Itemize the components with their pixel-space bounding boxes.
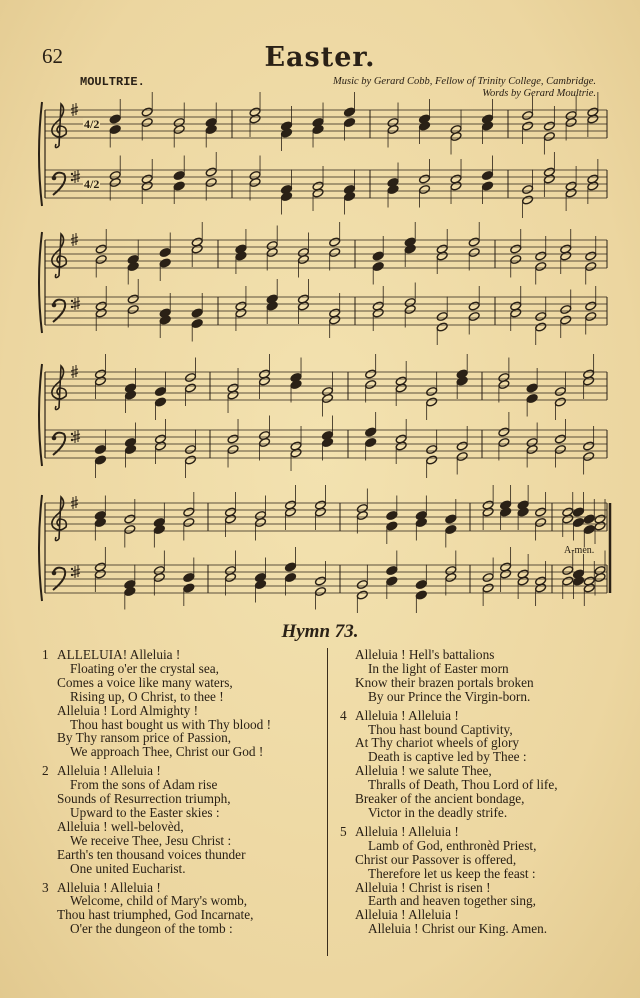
note-head bbox=[436, 311, 448, 321]
stanza-number: 3 bbox=[42, 879, 49, 895]
lyric-line: Death is captive led by Thee : bbox=[368, 749, 527, 765]
note-head bbox=[356, 590, 368, 600]
lyric-line: Floating o'er the crystal sea, bbox=[70, 660, 219, 676]
system-brace bbox=[39, 102, 42, 206]
note-head bbox=[526, 393, 538, 403]
system-brace bbox=[39, 232, 42, 333]
note-head bbox=[562, 576, 574, 586]
lyrics-column-left bbox=[42, 648, 324, 941]
key-signature-sharp bbox=[71, 365, 78, 378]
note-head bbox=[386, 576, 398, 586]
lyric-line: From the sons of Adam rise bbox=[70, 777, 218, 793]
note-head bbox=[426, 386, 438, 396]
note-head bbox=[365, 437, 377, 447]
note-head bbox=[109, 114, 121, 124]
note-head bbox=[456, 441, 468, 451]
note-head bbox=[184, 383, 196, 393]
note-head bbox=[329, 237, 341, 247]
lyrics-column-right bbox=[340, 648, 620, 941]
bass-clef-dot bbox=[71, 568, 73, 570]
note-head bbox=[481, 170, 493, 180]
lyric-line: Upward to the Easter skies : bbox=[70, 804, 220, 820]
note-head bbox=[183, 583, 195, 593]
note-head bbox=[124, 524, 136, 534]
note-head bbox=[141, 107, 153, 117]
bass-clef-dot bbox=[71, 300, 73, 302]
lyric-line: Alleluia ! Alleluia ! bbox=[57, 879, 161, 895]
note-head bbox=[543, 121, 555, 131]
note-head bbox=[482, 583, 494, 593]
lyric-line: O'er the dungeon of the tomb : bbox=[70, 921, 233, 937]
note-head bbox=[343, 107, 355, 117]
note-head bbox=[227, 434, 239, 444]
note-head bbox=[183, 572, 195, 582]
lyric-line: Earth's ten thousand voices thunder bbox=[57, 846, 246, 862]
note-head bbox=[522, 184, 534, 194]
bass-clef-dot bbox=[71, 574, 73, 576]
note-head bbox=[554, 444, 566, 454]
lyric-line: Alleluia ! Lord Almighty ! bbox=[57, 702, 199, 718]
note-head bbox=[127, 304, 139, 314]
note-head bbox=[535, 251, 547, 261]
stanza-3 bbox=[340, 648, 620, 704]
note-head bbox=[560, 315, 572, 325]
note-head bbox=[173, 170, 185, 180]
lyric-line: Alleluia ! Alleluia ! bbox=[355, 907, 459, 923]
note-head bbox=[329, 247, 341, 257]
note-head bbox=[365, 369, 377, 379]
lyric-line: By our Prince the Virgin-born. bbox=[368, 688, 531, 704]
treble-time-signature: 4/2 bbox=[84, 117, 100, 131]
stanza-5 bbox=[340, 825, 620, 936]
treble-clef-icon bbox=[52, 366, 67, 410]
lyric-line: ALLELUIA! Alleluia ! bbox=[57, 647, 181, 662]
note-head bbox=[585, 311, 597, 321]
page-title: Easter. bbox=[264, 42, 376, 73]
note-head bbox=[522, 110, 534, 120]
note-head bbox=[562, 565, 574, 575]
key-signature-sharp bbox=[73, 430, 80, 443]
note-head bbox=[127, 294, 139, 304]
bass-clef-dot bbox=[52, 176, 57, 181]
lyric-line: Thou hast bound Captivity, bbox=[368, 721, 513, 737]
tune-name: MOULTRIE. bbox=[80, 75, 145, 89]
lyric-line: We receive Thee, Jesu Christ : bbox=[70, 832, 232, 848]
note-head bbox=[343, 117, 355, 127]
note-head bbox=[583, 441, 595, 451]
note-head bbox=[109, 124, 121, 134]
key-signature-sharp bbox=[71, 496, 78, 509]
note-head bbox=[560, 304, 572, 314]
note-head bbox=[526, 383, 538, 393]
note-head bbox=[386, 521, 398, 531]
note-head bbox=[583, 524, 595, 534]
note-head bbox=[583, 514, 595, 524]
note-head bbox=[498, 427, 510, 437]
lyric-line: Alleluia ! Alleluia ! bbox=[355, 823, 459, 839]
note-head bbox=[154, 397, 166, 407]
note-head bbox=[535, 322, 547, 332]
note-head bbox=[95, 254, 107, 264]
note-head bbox=[535, 311, 547, 321]
lyric-line: Alleluia ! Christ our King. Amen. bbox=[368, 921, 548, 937]
note-head bbox=[535, 261, 547, 271]
lyric-line: Alleluia ! Alleluia ! bbox=[57, 763, 161, 779]
note-head bbox=[554, 434, 566, 444]
note-head bbox=[205, 167, 217, 177]
note-head bbox=[468, 301, 480, 311]
note-head bbox=[141, 117, 153, 127]
note-head bbox=[205, 177, 217, 187]
lyric-line: Thou hast triumphed, God Incarnate, bbox=[57, 907, 254, 923]
note-head bbox=[415, 590, 427, 600]
bass-clef-dot bbox=[71, 179, 73, 181]
bass-time-signature: 4/2 bbox=[84, 177, 100, 191]
note-head bbox=[124, 514, 136, 524]
lyric-line: One united Eucharist. bbox=[70, 860, 186, 876]
note-head bbox=[365, 427, 377, 437]
note-head bbox=[95, 244, 107, 254]
lyric-line: Thou hast bought us with Thy blood ! bbox=[70, 716, 272, 732]
lyric-line: Rising up, O Christ, to thee ! bbox=[70, 688, 224, 704]
lyric-line: At Thy chariot wheels of glory bbox=[355, 735, 520, 751]
hymn-title: Hymn 73. bbox=[281, 621, 359, 642]
system-brace bbox=[39, 364, 42, 466]
note-head bbox=[510, 254, 522, 264]
note-head bbox=[183, 507, 195, 517]
system-brace bbox=[39, 495, 42, 601]
key-signature-sharp bbox=[73, 170, 80, 183]
bass-clef-dot bbox=[52, 571, 57, 576]
note-head bbox=[583, 451, 595, 461]
note-head bbox=[184, 444, 196, 454]
treble-clef-icon bbox=[52, 104, 67, 148]
lyric-line: Comes a voice like many waters, bbox=[57, 674, 233, 690]
bass-clef-dot bbox=[52, 303, 57, 308]
note-head bbox=[426, 397, 438, 407]
note-head bbox=[522, 121, 534, 131]
note-head bbox=[227, 444, 239, 454]
lyric-line: Alleluia ! we salute Thee, bbox=[355, 763, 492, 779]
note-head bbox=[154, 386, 166, 396]
key-signature-sharp bbox=[73, 565, 80, 578]
lyric-line: Alleluia ! Hell's battalions bbox=[355, 647, 495, 662]
key-signature-sharp bbox=[71, 233, 78, 246]
treble-clef-icon bbox=[52, 497, 67, 541]
lyric-line: Sounds of Resurrection triumph, bbox=[57, 791, 231, 807]
note-head bbox=[535, 507, 547, 517]
note-head bbox=[191, 308, 203, 318]
note-head bbox=[522, 195, 534, 205]
note-head bbox=[284, 572, 296, 582]
stanza-number: 1 bbox=[42, 647, 49, 662]
note-head bbox=[535, 517, 547, 527]
note-head bbox=[418, 174, 430, 184]
lyric-line: We approach Thee, Christ our God ! bbox=[70, 744, 264, 760]
stanza-4 bbox=[340, 709, 620, 820]
note-head bbox=[445, 514, 457, 524]
stanza-3 bbox=[42, 881, 324, 937]
bass-clef-dot bbox=[71, 439, 73, 441]
note-head bbox=[386, 510, 398, 520]
note-head bbox=[554, 386, 566, 396]
stanza-number: 4 bbox=[340, 707, 347, 723]
note-head bbox=[468, 247, 480, 257]
lyric-line: Lamb of God, enthronèd Priest, bbox=[368, 837, 537, 853]
page-number: 62 bbox=[42, 44, 63, 68]
stanza-2 bbox=[42, 764, 324, 875]
note-head bbox=[481, 181, 493, 191]
note-head bbox=[94, 444, 106, 454]
note-head bbox=[418, 184, 430, 194]
note-head bbox=[184, 372, 196, 382]
key-signature-sharp bbox=[73, 297, 80, 310]
words-credit: Words by Gerard Moultrie. bbox=[482, 88, 596, 99]
note-head bbox=[445, 524, 457, 534]
lyric-line: Victor in the deadly strife. bbox=[368, 804, 508, 820]
note-head bbox=[159, 247, 171, 257]
note-head bbox=[585, 251, 597, 261]
treble-clef-icon bbox=[52, 234, 67, 278]
bass-clef-dot bbox=[71, 173, 73, 175]
note-head bbox=[173, 181, 185, 191]
lyric-line: Earth and heaven together sing, bbox=[368, 893, 536, 909]
note-head bbox=[482, 572, 494, 582]
note-head bbox=[314, 586, 326, 596]
note-head bbox=[554, 397, 566, 407]
note-head bbox=[456, 451, 468, 461]
note-head bbox=[314, 576, 326, 586]
note-head bbox=[386, 565, 398, 575]
note-head bbox=[426, 444, 438, 454]
note-head bbox=[183, 517, 195, 527]
stanza-number: 5 bbox=[340, 823, 347, 839]
bass-clef-dot bbox=[52, 436, 57, 441]
note-head bbox=[468, 311, 480, 321]
lyric-line: Alleluia ! Alleluia ! bbox=[355, 707, 459, 723]
note-head bbox=[372, 261, 384, 271]
note-head bbox=[191, 318, 203, 328]
lyric-line: By Thy ransom price of Passion, bbox=[57, 730, 232, 746]
stanza-1 bbox=[42, 648, 324, 759]
bass-clef-dot bbox=[71, 306, 73, 308]
note-head bbox=[415, 579, 427, 589]
lyric-line: Alleluia ! Christ is risen ! bbox=[355, 879, 491, 895]
note-head bbox=[543, 131, 555, 141]
note-head bbox=[184, 455, 196, 465]
note-head bbox=[94, 455, 106, 465]
note-head bbox=[498, 437, 510, 447]
music-credit: Music by Gerard Cobb, Fellow of Trinity College, Cambridge. bbox=[333, 76, 596, 87]
key-signature-sharp bbox=[71, 103, 78, 116]
note-head bbox=[356, 579, 368, 589]
note-head bbox=[436, 322, 448, 332]
stanza-number: 2 bbox=[42, 763, 49, 779]
lyric-line: Breaker of the ancient bondage, bbox=[355, 791, 525, 807]
note-head bbox=[468, 237, 480, 247]
note-head bbox=[284, 562, 296, 572]
lyric-line: Thralls of Death, Thou Lord of life, bbox=[368, 777, 558, 793]
lyric-line: In the light of Easter morn bbox=[368, 660, 509, 676]
lyric-line: Therefore let us keep the feast : bbox=[368, 865, 536, 881]
note-head bbox=[365, 379, 377, 389]
note-head bbox=[572, 517, 584, 527]
note-head bbox=[510, 244, 522, 254]
note-head bbox=[585, 301, 597, 311]
lyric-line: Welcome, child of Mary's womb, bbox=[70, 893, 248, 909]
lyric-line: Know their brazen portals broken bbox=[355, 674, 534, 690]
note-head bbox=[572, 507, 584, 517]
amen-label: A-men. bbox=[564, 545, 595, 556]
note-head bbox=[372, 251, 384, 261]
column-divider bbox=[327, 648, 328, 956]
lyric-line: Christ our Passover is offered, bbox=[355, 851, 517, 867]
note-head bbox=[585, 261, 597, 271]
note-head bbox=[426, 455, 438, 465]
bass-clef-dot bbox=[71, 433, 73, 435]
lyric-line: Alleluia ! well-belovèd, bbox=[57, 818, 184, 834]
note-head bbox=[159, 258, 171, 268]
